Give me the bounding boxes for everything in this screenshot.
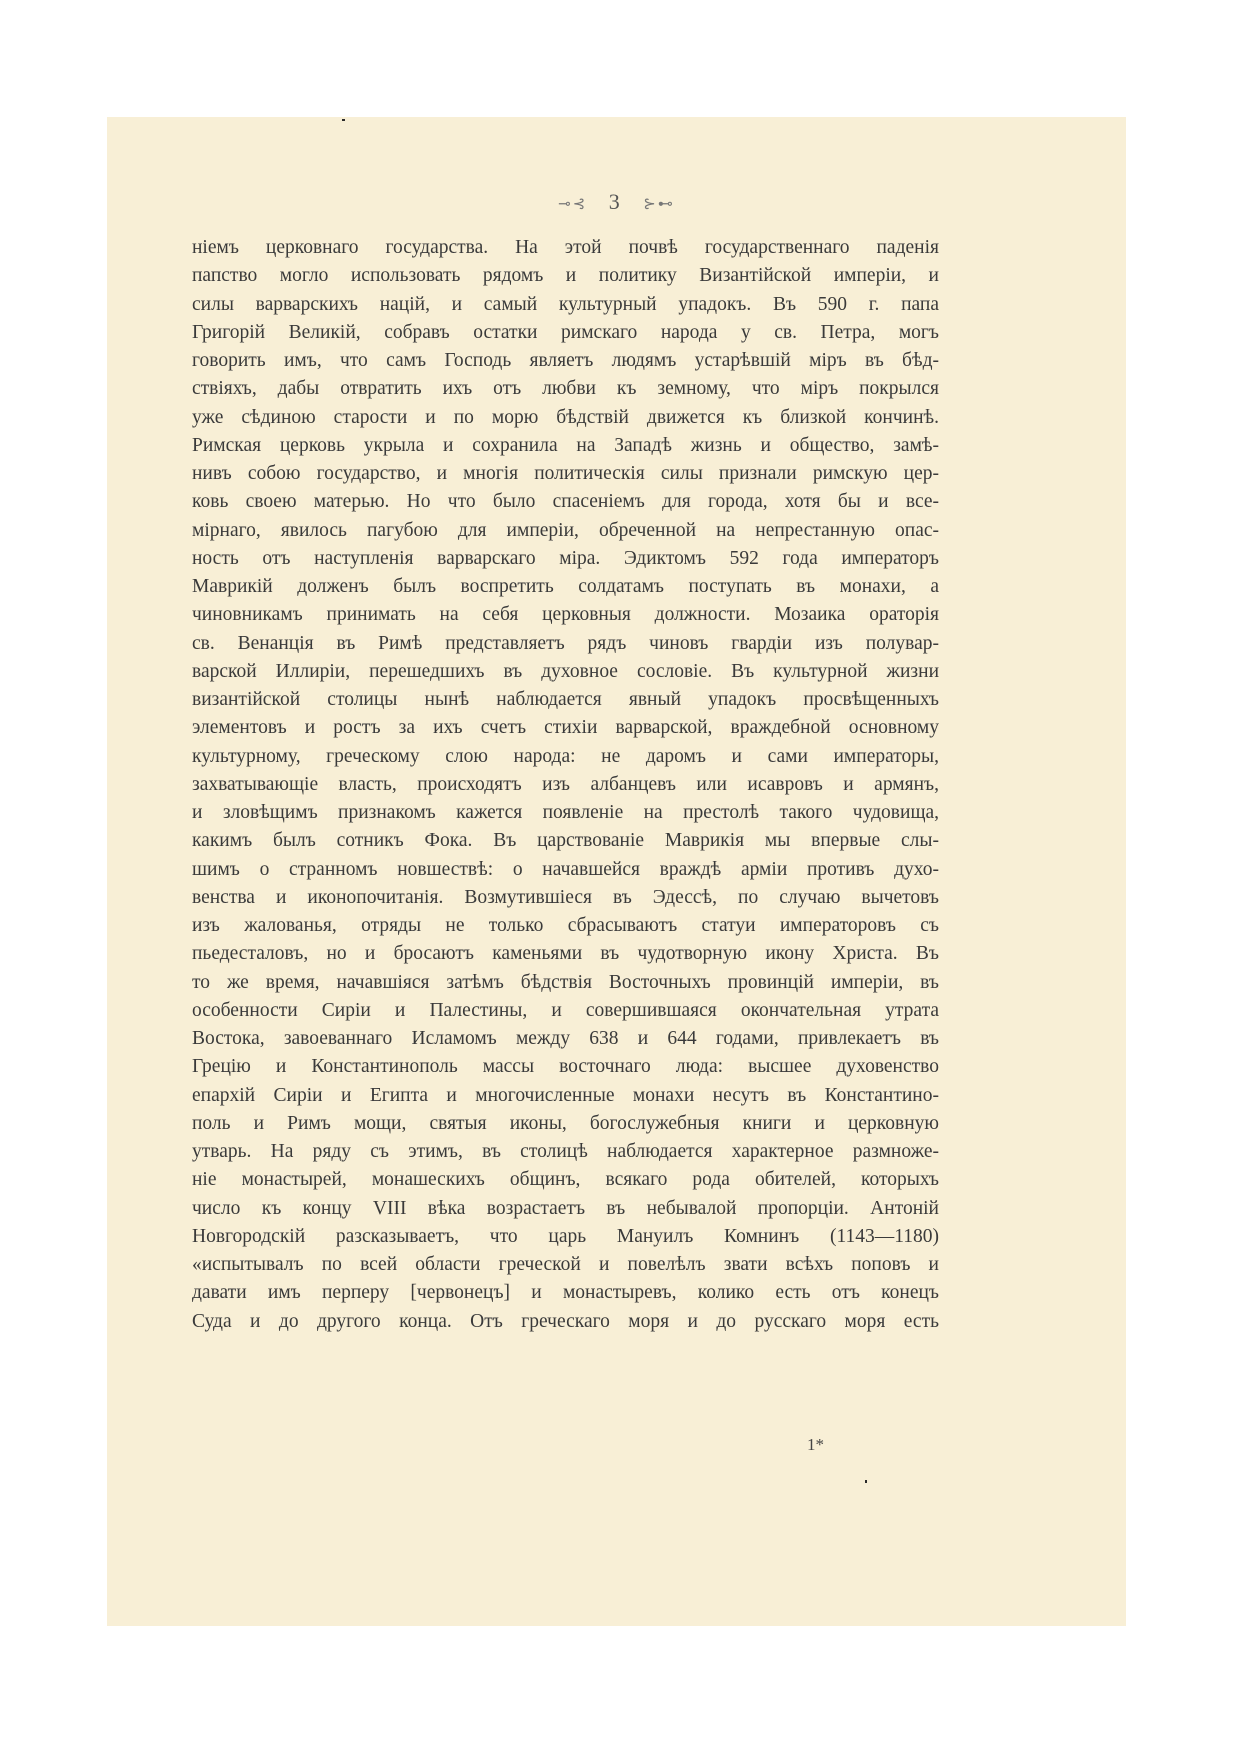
text-line: епархій Сиріи и Египта и многочисленные монахи несутъ въ Константино-: [192, 1084, 939, 1106]
text-line: и зловѣщимъ признакомъ кажется появленіе на престолѣ такого чудовища,: [192, 802, 939, 823]
text-line: нивъ собою государство, и многія политическія силы признали римскую цер-: [192, 463, 939, 484]
text-line: захватывающіе власть, происходятъ изъ албанцевъ или исавровъ и армянъ,: [192, 773, 939, 795]
text-line: Римская церковь укрыла и сохранила на Западѣ жизнь и общество, замѣ-: [192, 434, 939, 456]
ornament-right: ⊱⊷: [643, 196, 675, 213]
text-line: культурному, греческому слою народа: не даромъ и сами императоры,: [192, 745, 939, 767]
text-line: Новгородскій разсказываетъ, что царь Мануилъ Комнинъ (1143—1180): [192, 1225, 939, 1247]
text-line: св. Венанція въ Римѣ представляетъ рядъ чиновъ гвардіи изъ полувар-: [192, 632, 939, 654]
text-line: говорить имъ, что самъ Господь являетъ людямъ устарѣвшій міръ въ бѣд-: [192, 350, 939, 371]
page-number: 3: [608, 189, 622, 214]
text-line: Григорій Великій, собравъ остатки римскаго народа у св. Петра, могъ: [192, 321, 939, 343]
book-page: [107, 117, 1126, 1626]
text-line: мірнаго, явилось пагубою для имперіи, обреченной на непрестанную опас-: [192, 519, 939, 541]
text-line: ковь своею матерью. Но что было спасеніемъ для города, хотя бы и все-: [192, 491, 939, 513]
body-text: [192, 234, 939, 1336]
page-header: [107, 189, 1126, 215]
text-line: ніе монастырей, монашескихъ общинъ, всякаго рода обителей, которыхъ: [192, 1169, 939, 1191]
text-line: силы варварскихъ націй, и самый культурный упадокъ. Въ 590 г. папа: [192, 293, 939, 315]
text-line: элементовъ и ростъ за ихъ счетъ стихіи варварской, враждебной основному: [192, 717, 939, 739]
text-line: ность отъ наступленія варварскаго міра. Эдиктомъ 592 года императоръ: [192, 547, 939, 569]
text-line: уже сѣдиною старости и по морю бѣдствій движется къ близкой кончинѣ.: [192, 406, 939, 428]
ink-speck: [865, 1480, 867, 1483]
text-line: то же время, начавшіяся затѣмъ бѣдствія Восточныхъ провинцій имперіи, въ: [192, 971, 939, 993]
ornament-left: ⊸⊰: [558, 196, 588, 213]
text-line: особенности Сиріи и Палестины, и совершившаяся окончательная утрата: [192, 999, 939, 1021]
text-line: изъ жалованья, отряды не только сбрасываютъ статуи императоровъ съ: [192, 915, 939, 936]
text-line: пьедесталовъ, но и бросаютъ каменьями въ чудотворную икону Христа. Въ: [192, 943, 939, 965]
text-line: Востока, завоеваннаго Исламомъ между 638 и 644 годами, привлекаетъ въ: [192, 1028, 939, 1049]
text-line: Суда и до другого конца. Отъ греческаго моря и до русскаго моря есть: [192, 1310, 939, 1332]
signature-mark: 1*: [807, 1435, 824, 1454]
text-line: давати имъ перперу [червонецъ] и монастыревъ, колико есть отъ конецъ: [192, 1282, 939, 1304]
text-line: Маврикій долженъ былъ воспретить солдатамъ поступать въ монахи, а: [192, 576, 939, 597]
text-line: ствіяхъ, дабы отвратить ихъ отъ любви къ земному, что міръ покрылся: [192, 378, 939, 400]
text-line: византійской столицы нынѣ наблюдается явный упадокъ просвѣщенныхъ: [192, 689, 939, 710]
text-line: поль и Римъ мощи, святыя иконы, богослужебныя книги и церковную: [192, 1112, 939, 1134]
text-line: папство могло использовать рядомъ и политику Византійской имперіи, и: [192, 265, 939, 287]
text-line: «испытывалъ по всей области греческой и повелѣлъ звати всѣхъ поповъ и: [192, 1254, 939, 1275]
text-line: утварь. На ряду съ этимъ, въ столицѣ наблюдается характерное размноже-: [192, 1141, 939, 1162]
text-line: число къ концу VIII вѣка возрастаетъ въ небывалой пропорціи. Антоній: [192, 1197, 939, 1219]
text-line: какимъ былъ сотникъ Фока. Въ царствованіе Маврикія мы впервые слы-: [192, 830, 939, 852]
text-line: ніемъ церковнаго государства. На этой почвѣ государственнаго паденія: [192, 237, 939, 258]
text-line: шимъ о странномъ новшествѣ: о начавшейся враждѣ арміи противъ духо-: [192, 858, 939, 880]
ink-speck: [342, 119, 345, 121]
text-line: венства и иконопочитанія. Возмутившіеся въ Эдессѣ, по случаю вычетовъ: [192, 886, 939, 908]
text-line: Грецію и Константинополь массы восточнаго люда: высшее духовенство: [192, 1056, 939, 1078]
text-line: варской Иллиріи, перешедшихъ въ духовное сословіе. Въ культурной жизни: [192, 660, 939, 682]
text-line: чиновникамъ принимать на себя церковныя должности. Мозаика ораторія: [192, 604, 939, 626]
